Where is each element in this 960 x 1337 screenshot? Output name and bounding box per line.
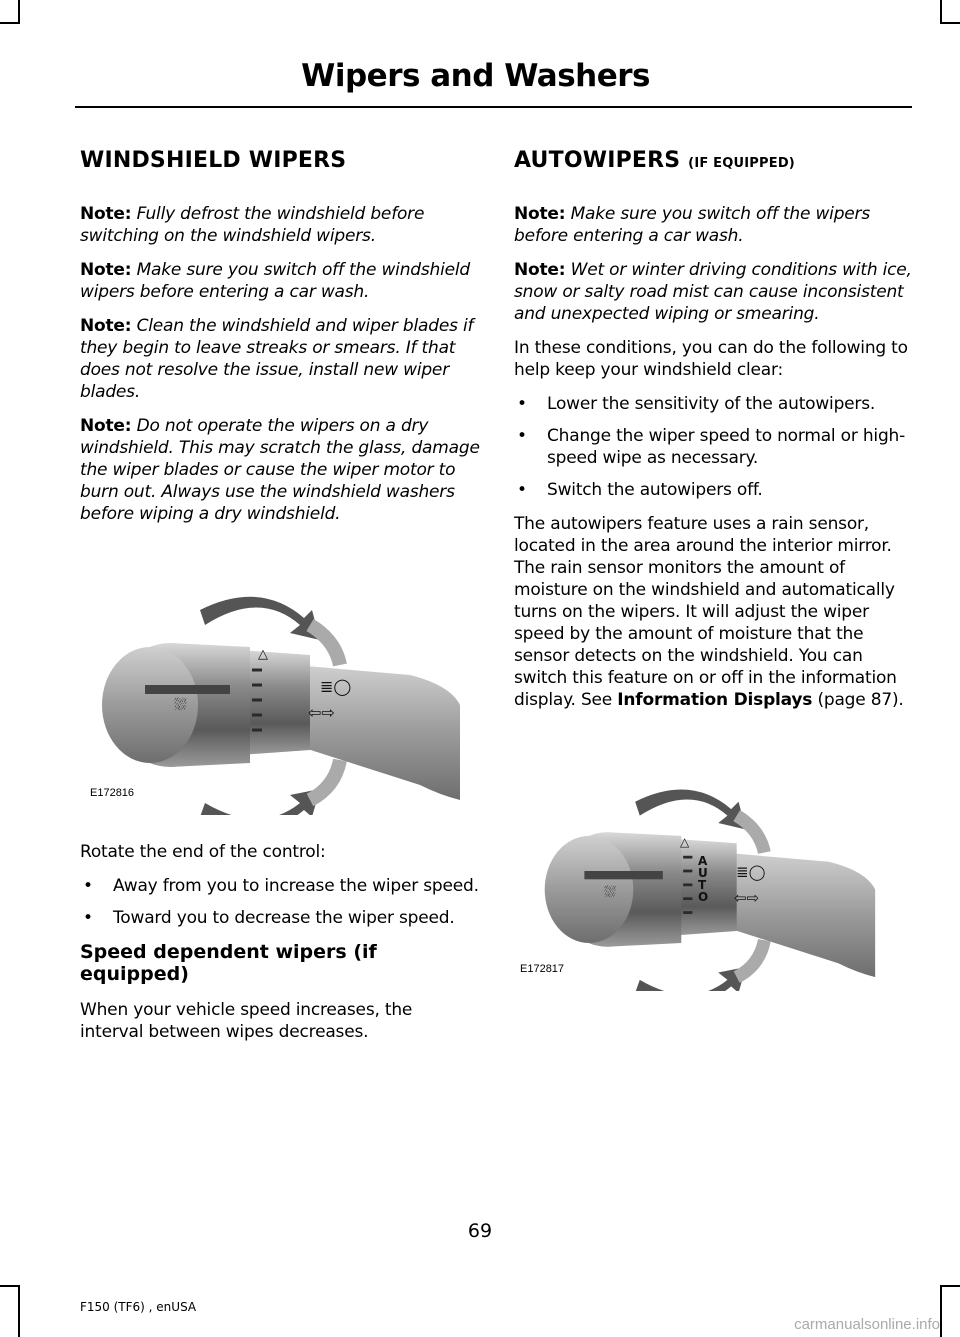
autowiper-control-figure — [514, 751, 914, 1021]
crop-mark — [0, 22, 20, 24]
rotate-list — [80, 875, 480, 929]
conditions-intro: In these conditions, you can do the following to help keep your windshield clear: — [514, 338, 908, 380]
flash-arrows-icon: ⇦⇨ — [308, 703, 335, 722]
crop-mark — [940, 0, 942, 22]
right-column — [514, 140, 914, 1021]
figure-code: E172817 — [520, 963, 565, 975]
auto-wiper-stalk-illustration — [514, 751, 904, 991]
list-item: • Switch the autowipers off. — [514, 479, 914, 501]
wash-icon: ⛆ — [604, 883, 617, 901]
auto-label: A U T O — [698, 854, 709, 904]
crop-mark — [940, 22, 960, 24]
section-heading-windshield-wipers: WINDSHIELD WIPERS — [80, 148, 347, 173]
wiper-stalk-illustration — [80, 555, 480, 815]
watermark: carmanualsonline.info — [794, 1316, 940, 1333]
rotate-intro: Rotate the end of the control: — [80, 842, 326, 862]
list-item: • Toward you to decrease the wiper speed. — [80, 907, 480, 929]
note-paragraph: Note: Fully defrost the windshield before switching on the windshield wipers. — [80, 204, 425, 246]
headlamp-wash-icon: ≣◯ — [736, 863, 766, 881]
note-paragraph: Note: Make sure you switch off the windshield wipers before entering a car wash. — [80, 260, 470, 302]
subheading-speed-dependent: Speed dependent wipers (if equipped) — [80, 941, 377, 985]
page-title: Wipers and Washers — [301, 58, 650, 94]
wiper-control-figure — [80, 555, 480, 841]
flash-arrows-icon: ⇦⇨ — [734, 889, 760, 907]
mist-icon: △ — [258, 647, 268, 662]
crop-mark — [0, 1285, 20, 1287]
mist-icon: △ — [680, 835, 690, 849]
page-number: 69 — [467, 1220, 493, 1242]
figure-code: E172816 — [90, 787, 135, 799]
list-item: • Lower the sensitivity of the autowipers. — [514, 393, 914, 415]
left-column — [80, 140, 480, 1055]
crop-mark — [940, 1285, 942, 1337]
headlamp-wash-icon: ≣◯ — [320, 677, 352, 696]
note-paragraph: Note: Clean the windshield and wiper blades if they begin to leave streaks or smears. If that does not resolve the issue, install new wiper blades. — [80, 316, 474, 402]
section-heading-autowipers: AUTOWIPERS (IF EQUIPPED) — [514, 148, 795, 173]
crop-mark — [18, 0, 20, 22]
header-divider — [75, 106, 912, 108]
note-paragraph: Note: Make sure you switch off the wipers before entering a car wash. — [514, 204, 870, 246]
document-id: F150 (TF6) , enUSA — [80, 1300, 197, 1314]
crop-mark — [18, 1285, 20, 1337]
note-paragraph: Note: Wet or winter driving conditions with ice, snow or salty road mist can cause inconsistent and unexpected wiping or smearing. — [514, 260, 912, 324]
note-paragraph: Note: Do not operate the wipers on a dry windshield. This may scratch the glass, damage the wiper blades or cause the wiper motor to burn out. Always use the windshield washers before wiping a dry windshield. — [80, 416, 480, 524]
speed-paragraph: When your vehicle speed increases, the interval between wipes decreases. — [80, 1000, 413, 1042]
list-item: • Away from you to increase the wiper speed. — [80, 875, 480, 897]
conditions-list — [514, 393, 914, 501]
information-displays-link[interactable]: Information Displays — [617, 690, 813, 710]
autowipers-description: The autowipers feature uses a rain sensor, located in the area around the interior mirror. The rain sensor monitors the amount of moisture on the windshield and automatically turns on the wipers. It will adjust the wiper speed by the amount of moisture that the sensor detects on the windshield. You can switch this feature on or off in the information display. See Information Displays (page 87). — [514, 514, 904, 710]
wash-icon: ⛆ — [174, 695, 187, 714]
list-item: • Change the wiper speed to normal or high-speed wipe as necessary. — [514, 425, 914, 469]
crop-mark — [940, 1285, 960, 1287]
